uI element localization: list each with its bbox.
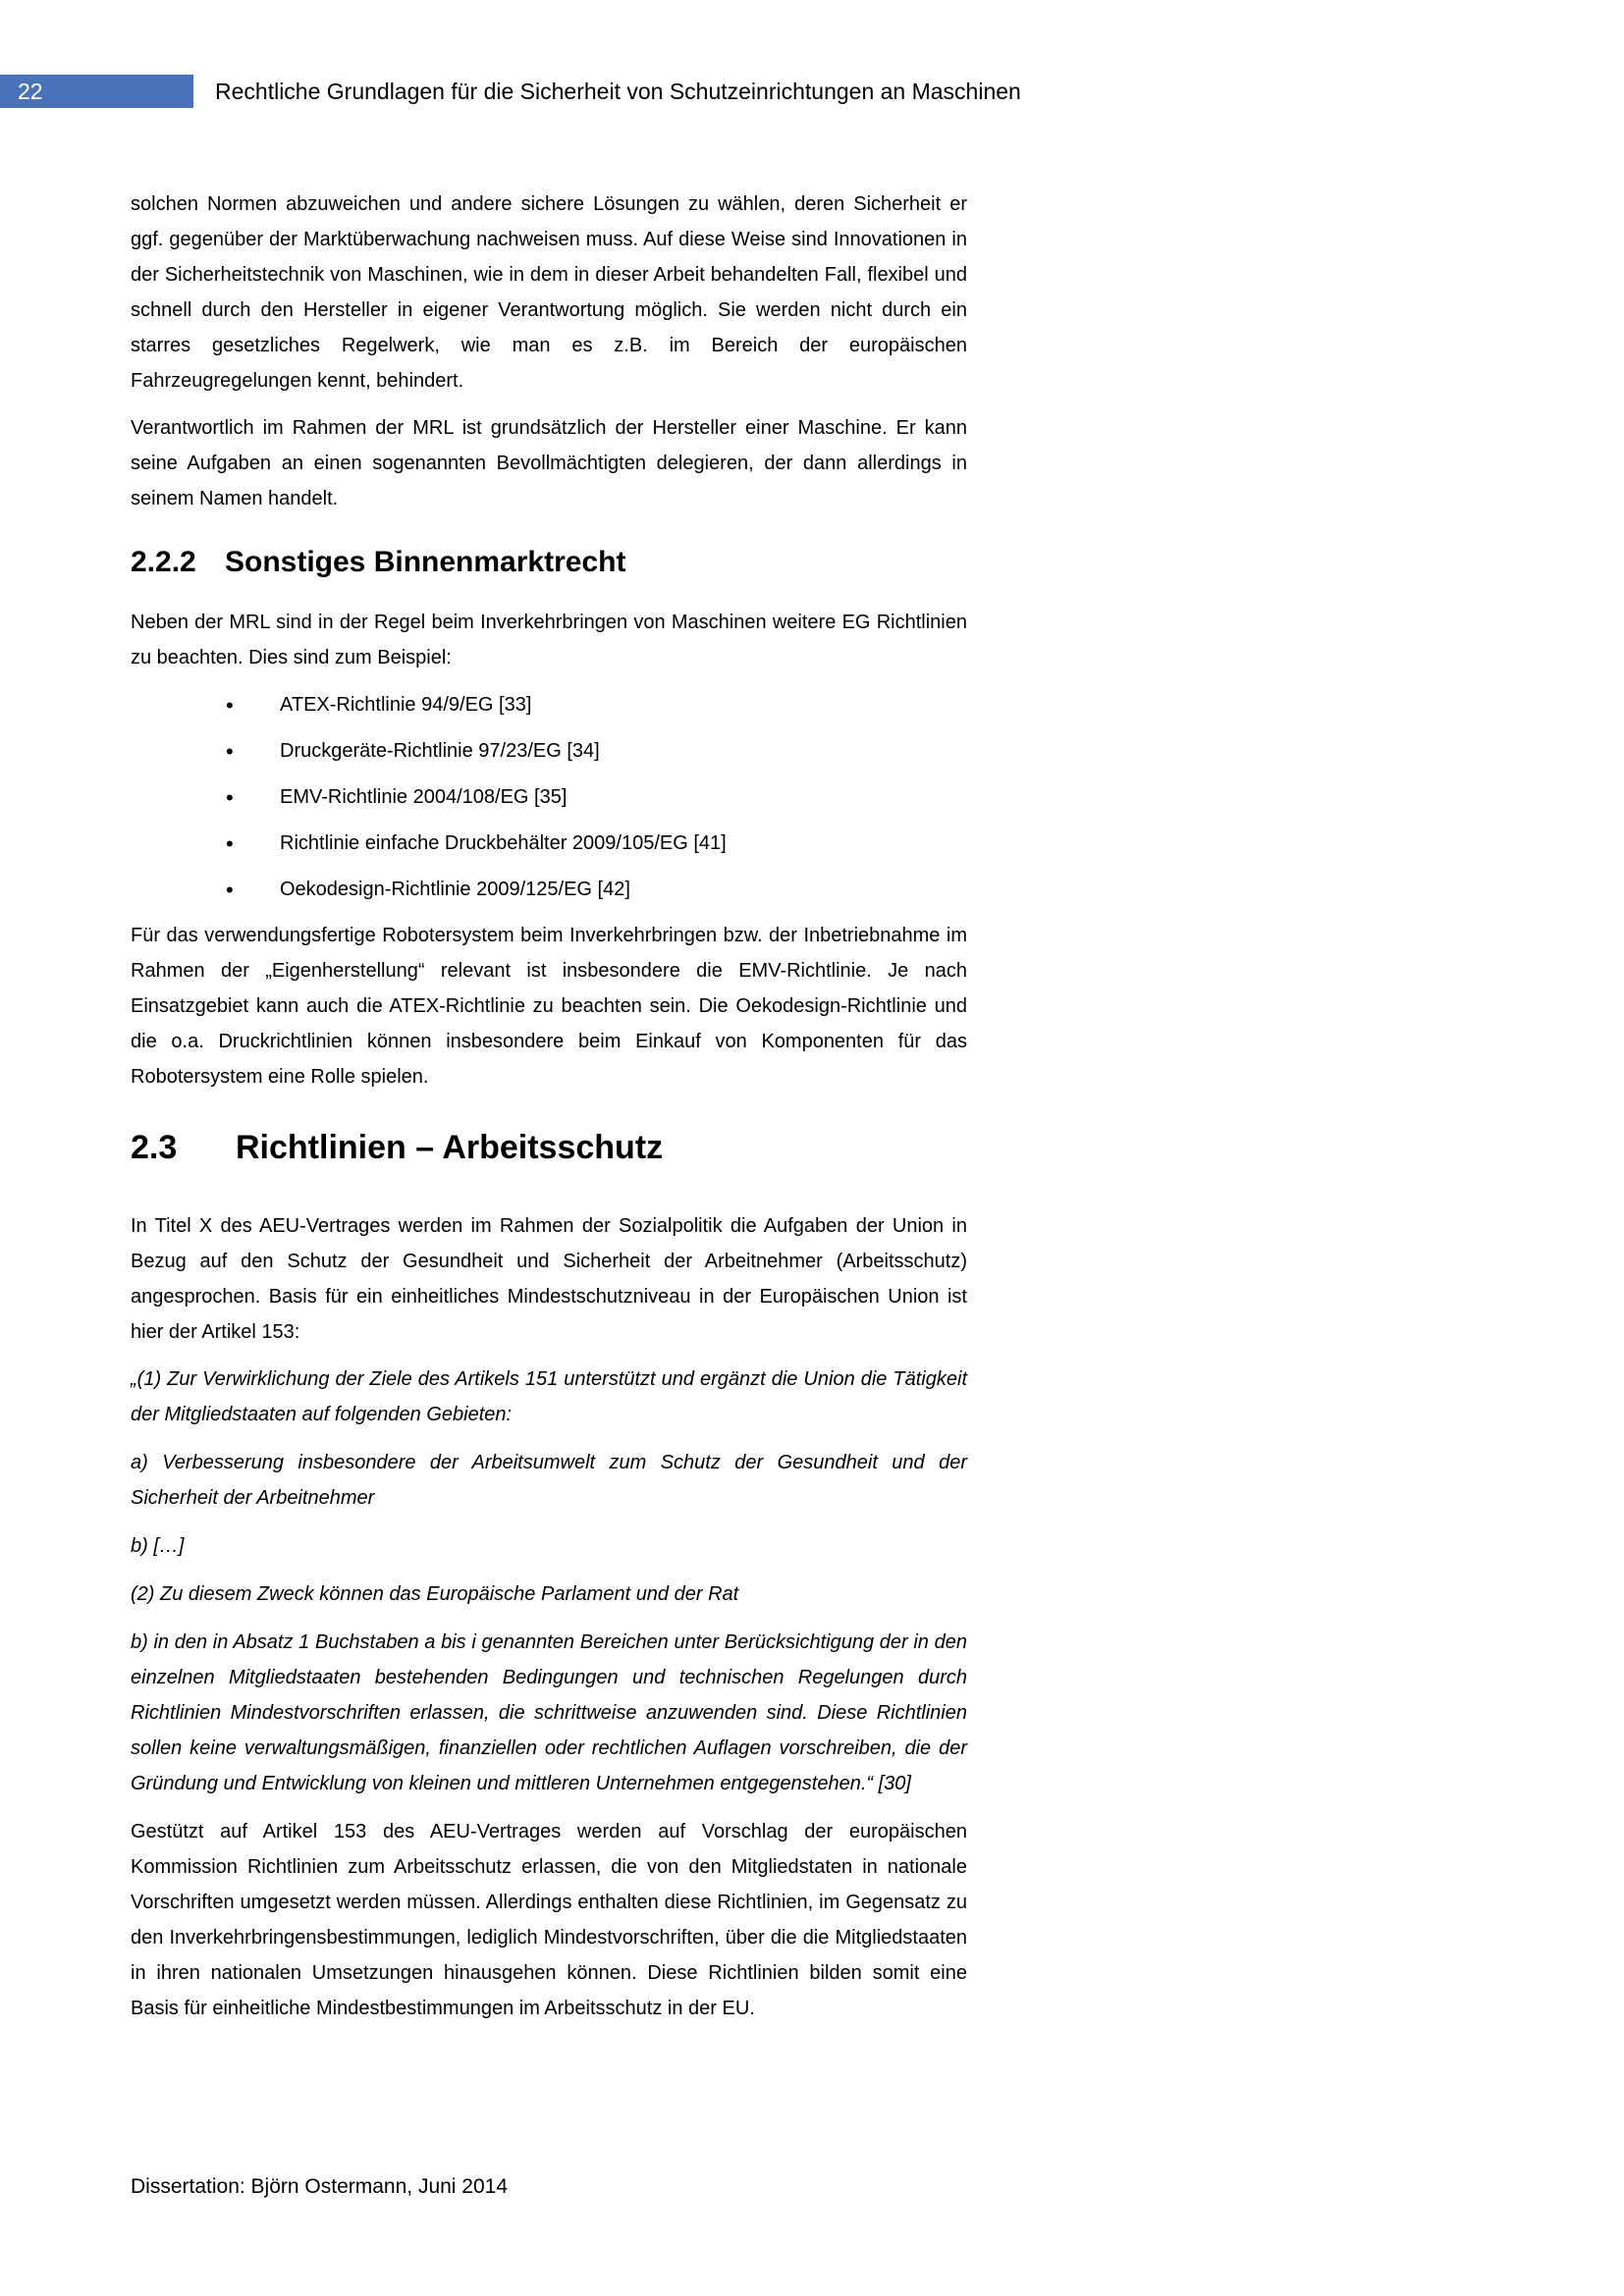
quote-paragraph: b) in den in Absatz 1 Buchstaben a bis i genannten Bereichen unter Berücksichtigung der in den einzelnen Mitgliedstaaten bestehenden Bedingungen und technischen Regelungen durch Richtlinien Mindestvorschriften erlassen, die schrittweise anzuwenden sind. Diese Richtlinien sollen keine verwaltungsmäßigen, finanziellen oder rechtlichen Auflagen vorschreiben, die der Gründung und Entwicklung von kleinen und mittleren Unternehmen entgegenstehen.“ [30] — [131, 1631, 967, 1794]
paragraph-23-closing: Gestützt auf Artikel 153 des AEU-Vertrages werden auf Vorschlag der europäischen Kommission Richtlinien zum Arbeitsschutz erlassen, die von den Mitgliedstaten in nationale Vorschriften umgesetzt werden müssen. Allerdings enthalten diese Richtlinien, im Gegensatz zu den Inverkehrbringensbestimmungen, lediglich Mindestvorschriften, über die die Mitgliedstaaten in ihren nationalen Umsetzungen hinausgehen können. Diese Richtlinien bilden somit eine Basis für einheitliche Mindestbestimmungen im Arbeitsschutz in der EU. — [131, 1821, 967, 2019]
page-number-box — [0, 75, 193, 108]
section-number: 2.3 — [131, 1129, 178, 1166]
paragraph-intro-1: solchen Normen abzuweichen und andere sichere Lösungen zu wählen, deren Sicherheit er ggf. gegenüber der Marktüberwachung nachweisen muss. Auf diese Weise sind Innovationen in der Sicherheitstechnik von Maschinen, wie in dem in dieser Arbeit behandelten Fall, flexibel und schnell durch den Hersteller in eigener Verantwortung möglich. Sie werden nicht durch ein starres gesetzliches Regelwerk, wie man es z.B. im Bereich der europäischen Fahrzeugregelungen kennt, behindert. — [131, 193, 967, 392]
bullet-item: • Oekodesign-Richtlinie 2009/125/EG [42] — [131, 872, 967, 908]
bullet-item: • EMV-Richtlinie 2004/108/EG [35] — [131, 779, 967, 816]
quote-paragraph: a) Verbesserung insbesondere der Arbeitsumwelt zum Schutz der Gesundheit und der Sicherheit der Arbeitnehmer — [131, 1452, 967, 1509]
section-number: 2.2.2 — [131, 546, 196, 578]
page-header — [0, 75, 1624, 108]
bullet-item: • Richtlinie einfache Druckbehälter 2009/105/EG [41] — [131, 826, 967, 862]
page-footer: Dissertation: Björn Ostermann, Juni 2014 — [131, 2175, 509, 2198]
section-heading-2-3 — [131, 1126, 967, 1169]
quote-paragraph: (2) Zu diesem Zweck können das Europäische Parlament und der Rat — [131, 1583, 739, 1605]
text-block — [131, 187, 967, 2038]
page-number: 22 — [18, 78, 43, 104]
section-heading-2-2-2 — [131, 544, 967, 581]
quote-paragraph: „(1) Zur Verwirklichung der Ziele des Artikels 151 unterstützt und ergänzt die Union die Tätigkeit der Mitgliedstaaten auf folgenden Gebieten: — [131, 1368, 967, 1425]
directive-bullet-list — [131, 687, 967, 908]
paragraph-222-lead: Neben der MRL sind in der Regel beim Inverkehrbringen von Maschinen weitere EG Richtlinien zu beachten. Dies sind zum Beispiel: — [131, 612, 967, 668]
paragraph-intro-2: Verantwortlich im Rahmen der MRL ist grundsätzlich der Hersteller einer Maschine. Er kann seine Aufgaben an einen sogenannten Bevollmächtigten delegieren, der dann allerdings in seinem Namen handelt. — [131, 417, 967, 509]
paragraph-23-lead: In Titel X des AEU-Vertrages werden im Rahmen der Sozialpolitik die Aufgaben der Union in Bezug auf den Schutz der Gesundheit und Sicherheit der Arbeitnehmer (Arbeitsschutz) angesprochen. Basis für ein einheitliches Mindestschutzniveau in der Europäischen Union ist hier der Artikel 153: — [131, 1215, 967, 1343]
section-title: Richtlinien – Arbeitsschutz — [236, 1129, 664, 1166]
section-title: Sonstiges Binnenmarktrecht — [225, 546, 626, 578]
bullet-item: • ATEX-Richtlinie 94/9/EG [33] — [131, 687, 967, 723]
quote-paragraph: b) […] — [131, 1535, 185, 1557]
bullet-item: • Druckgeräte-Richtlinie 97/23/EG [34] — [131, 733, 967, 770]
running-header-title: Rechtliche Grundlagen für die Sicherheit von Schutzeinrichtungen an Maschinen — [215, 78, 1021, 104]
paragraph-222-closing: Für das verwendungsfertige Robotersystem beim Inverkehrbringen bzw. der Inbetriebnahme im Rahmen der „Eigenherstellung“ relevant ist insbesondere die EMV-Richtlinie. Je nach Einsatzgebiet kann auch die ATEX-Richtlinie zu beachten sein. Die Oekodesign-Richtlinie und die o.a. Druckrichtlinien können insbesondere beim Einkauf von Komponenten für das Robotersystem eine Rolle spielen. — [131, 925, 967, 1088]
